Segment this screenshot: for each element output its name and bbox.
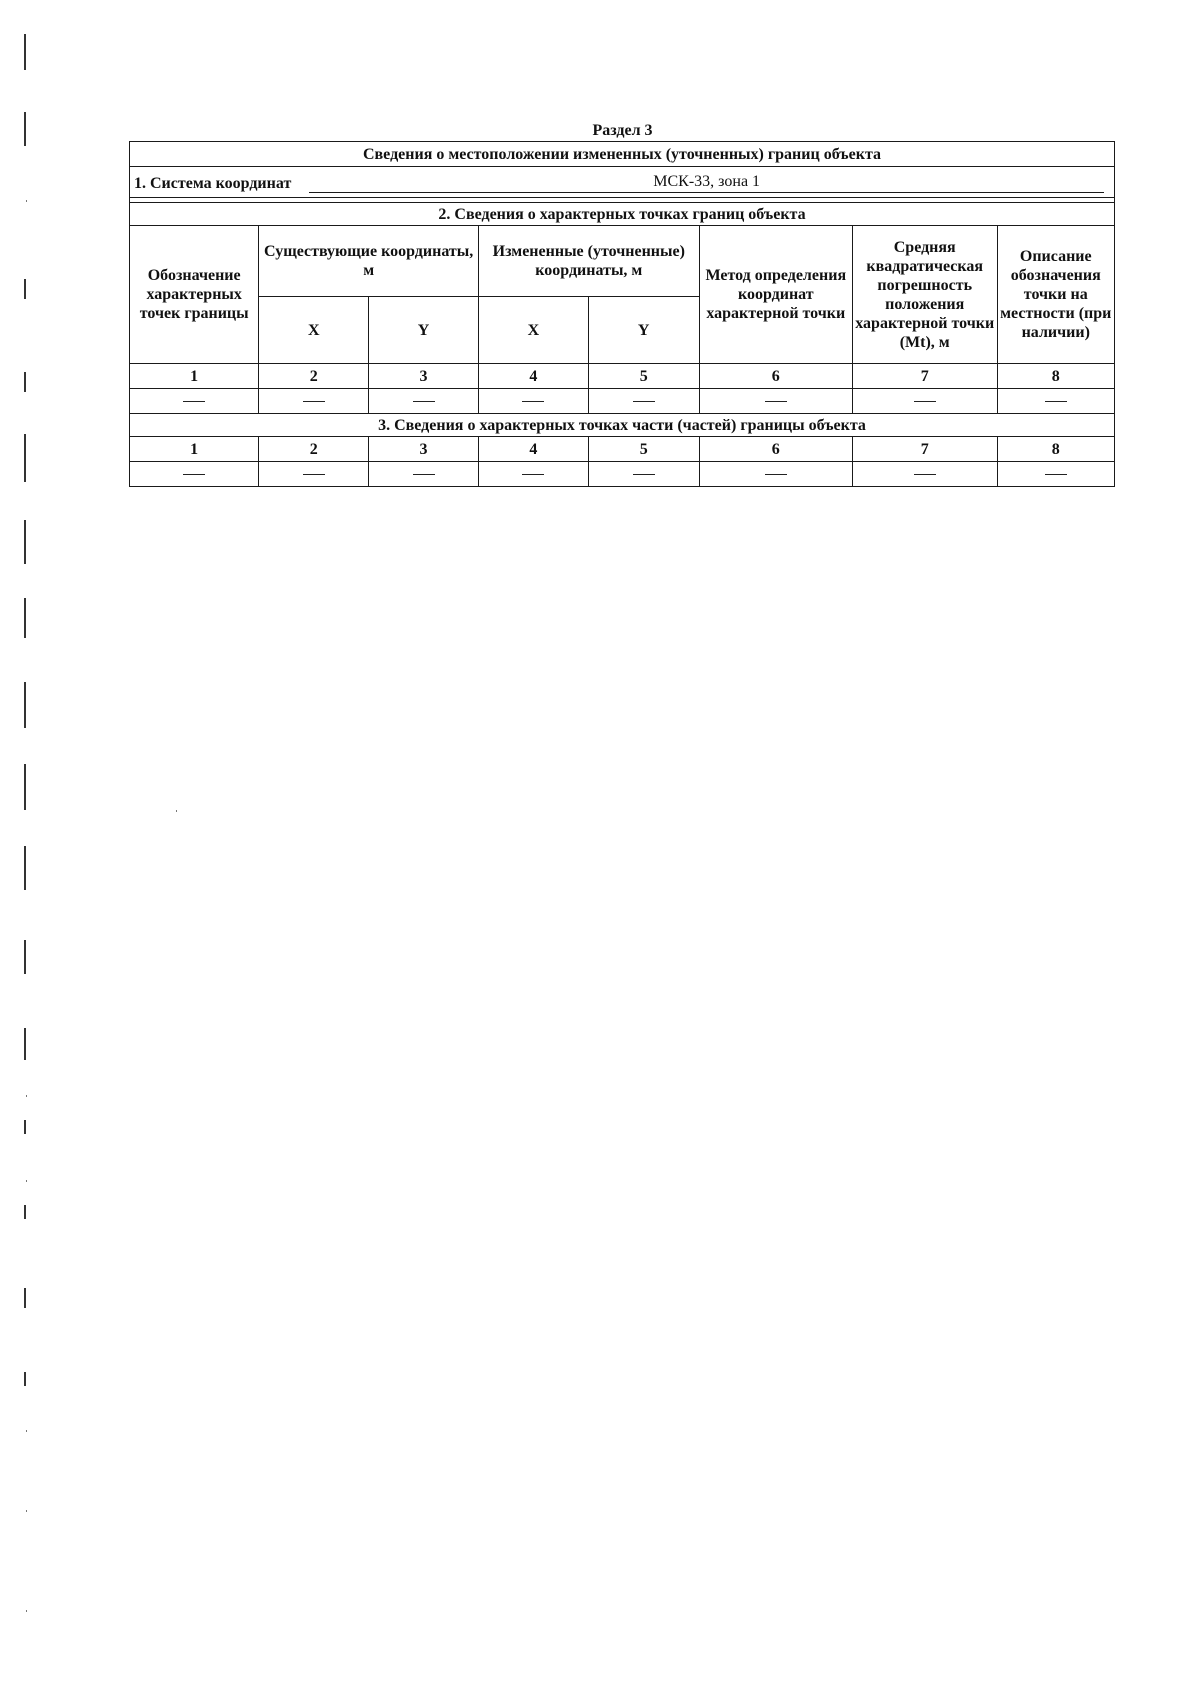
empty-cell [588,462,699,487]
scan-edge-mark [24,682,26,728]
dash-mark [765,474,787,475]
column-number: 7 [852,364,997,389]
dash-mark [522,474,544,475]
scan-edge-mark [24,846,26,890]
empty-cell [852,462,997,487]
column-number: 3 [369,437,479,462]
scan-edge-mark [24,34,26,70]
scan-edge-mark [24,434,26,482]
column-number-row [130,364,1115,389]
parts-section-title: 3. Сведения о характерных точках части (частей) границы объекта [130,414,1115,437]
scan-edge-mark [24,372,26,392]
scan-dot [176,810,177,812]
empty-data-row [130,389,1115,414]
empty-cell [259,462,369,487]
scan-edge-mark [24,940,26,974]
column-number: 5 [588,364,699,389]
empty-cell [478,389,588,414]
dash-mark [633,474,655,475]
header-y-existing: Y [369,297,479,364]
empty-cell [588,389,699,414]
column-number: 7 [852,437,997,462]
scan-dot [26,200,27,202]
dash-mark [914,474,936,475]
column-number: 1 [130,364,259,389]
dash-mark [1045,401,1067,402]
dash-mark [633,401,655,402]
dash-mark [765,401,787,402]
scan-edge-mark [24,1028,26,1060]
header-designation: Обозначение характерных точек границы [130,226,259,364]
dash-mark [914,401,936,402]
scan-edge-mark [24,1288,26,1308]
empty-cell [369,389,479,414]
scan-edge-mark [24,1205,26,1219]
column-number: 1 [130,437,259,462]
empty-cell [699,462,852,487]
empty-cell [130,389,259,414]
scan-dot [26,1180,27,1182]
column-number: 4 [478,437,588,462]
scan-edge-mark [24,112,26,146]
header-mean-error: Средняя квадратическая погрешность положения характерной точки (Mt), м [852,226,997,364]
empty-cell [478,462,588,487]
scan-edge-mark [24,764,26,810]
parts-column-number-row [130,437,1115,462]
header-changed-coords: Измененные (уточненные) координаты, м [478,226,699,297]
column-number: 2 [259,437,369,462]
coordinate-system-label: 1. Система координат [134,174,292,192]
column-number: 2 [259,364,369,389]
empty-cell [699,389,852,414]
dash-mark [183,401,205,402]
column-number: 4 [478,364,588,389]
coordinate-system-value: МСК-33, зона 1 [309,172,1104,193]
column-number: 8 [997,364,1114,389]
empty-cell [130,462,259,487]
header-description: Описание обозначения точки на местности (при наличии) [997,226,1114,364]
boundary-table [129,141,1115,487]
scan-edge-mark [24,598,26,638]
header-x-existing: X [259,297,369,364]
scan-dot [26,1095,27,1097]
section-title: Раздел 3 [592,122,653,139]
points-section-title: 2. Сведения о характерных точках границ объекта [130,203,1115,226]
empty-cell [852,389,997,414]
dash-mark [522,401,544,402]
dash-mark [413,474,435,475]
dash-mark [413,401,435,402]
header-y-changed: Y [588,297,699,364]
scan-edge-mark [24,1120,26,1134]
column-number: 3 [369,364,479,389]
dash-mark [303,474,325,475]
column-number: 6 [699,437,852,462]
empty-cell [369,462,479,487]
header-x-changed: X [478,297,588,364]
scan-edge-mark [24,520,26,564]
dash-mark [183,474,205,475]
header-method: Метод определения координат характерной точки [699,226,852,364]
empty-cell [259,389,369,414]
column-number: 5 [588,437,699,462]
scan-dot [26,1610,27,1612]
empty-cell [997,389,1114,414]
scan-edge-mark [24,279,26,299]
column-number: 6 [699,364,852,389]
dash-mark [303,401,325,402]
header-existing-coords: Существующие координаты, м [259,226,479,297]
parts-empty-data-row [130,462,1115,487]
table-title: Сведения о местоположении измененных (уточненных) границ объекта [130,142,1115,167]
scan-edge-mark [24,1372,26,1386]
scan-dot [26,1510,27,1512]
scan-dot [26,1430,27,1432]
coordinate-system-row [130,167,1115,198]
empty-cell [997,462,1114,487]
dash-mark [1045,474,1067,475]
column-number: 8 [997,437,1114,462]
